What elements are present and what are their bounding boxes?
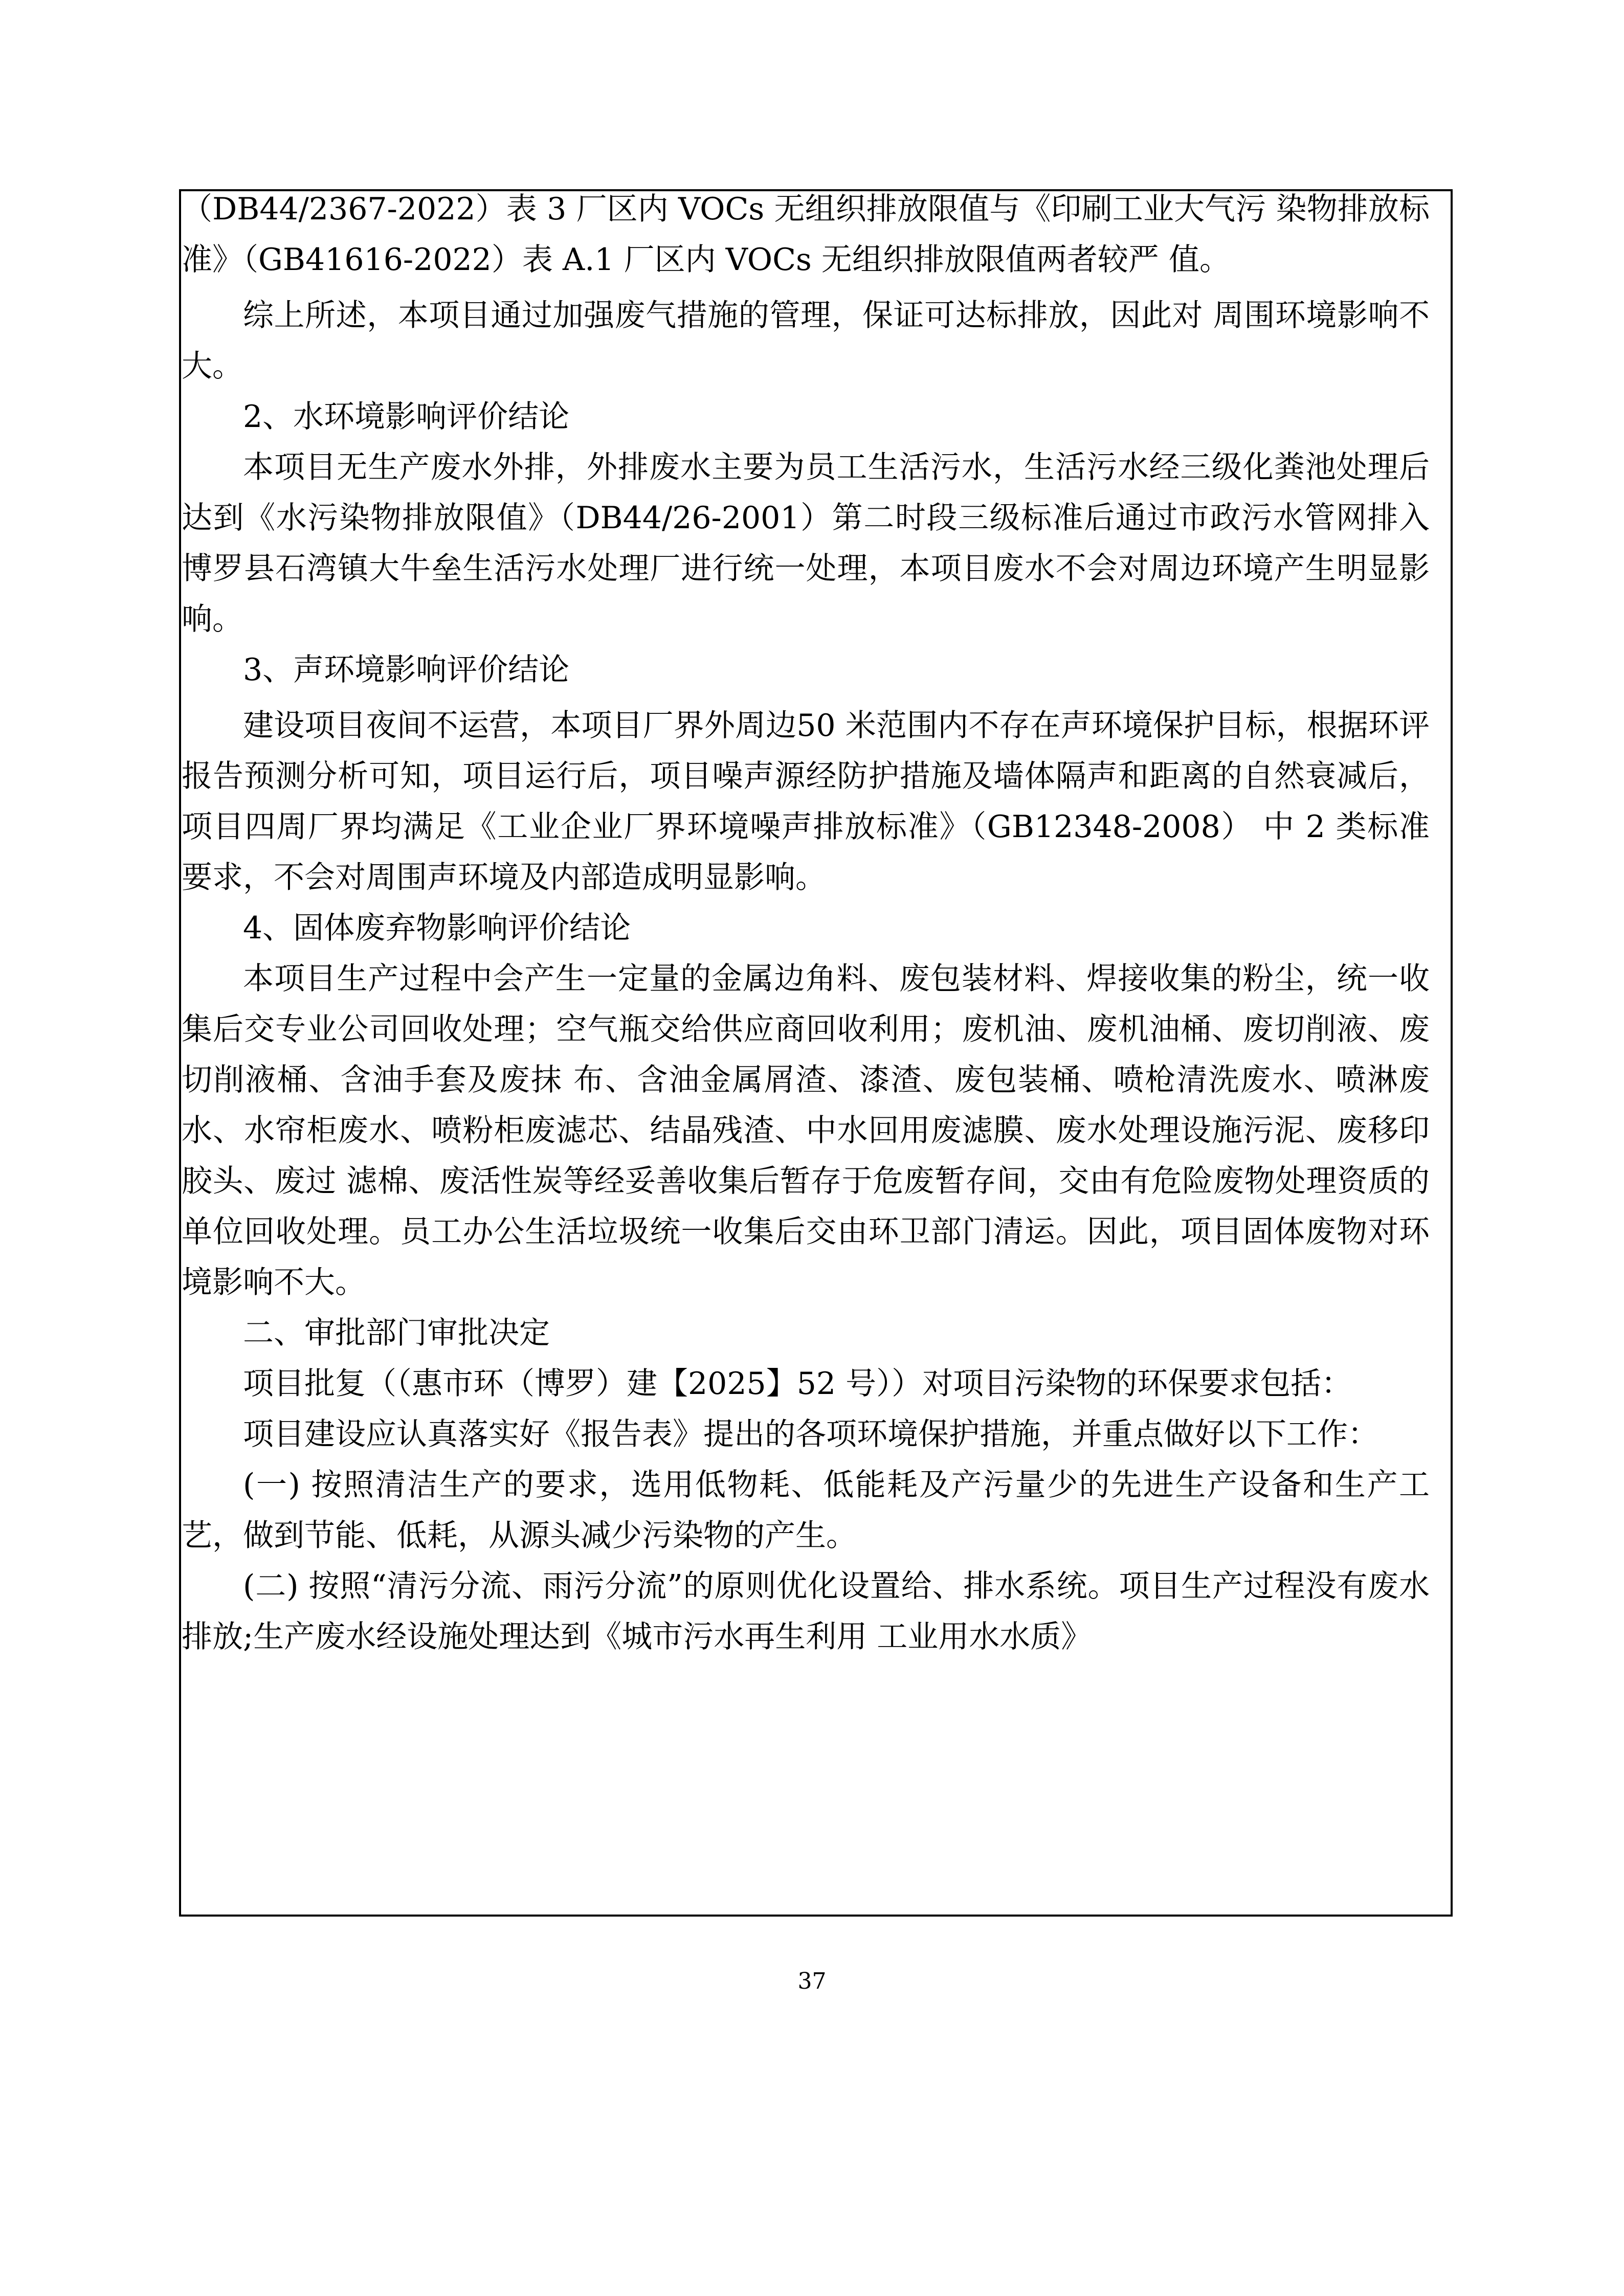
document-body: [182, 184, 1430, 1662]
paragraph-sound-environment: 建设项目夜间不运营，本项目厂界外周边50 米范围内不存在声环境保护目标，根据环评报告预测分析可知，项目运行后，项目噪声源经防护措施及墙体隔声和距离的自然衰减后，项目四周厂界均满足《工业企业厂界环境噪声排放标准》（GB12348-2008） 中 2 类标准要求，不会对周围声环境及内部造成明显影响。: [182, 708, 1430, 895]
paragraph-standards-continuation: （DB44/2367-2022）表 3 厂区内 VOCs 无组织排放限值与《印刷工业大气污 染物排放标准》（GB41616-2022）表 A.1 厂区内 VOCs 无组织排放限值两者较严 值。: [182, 191, 1430, 278]
heading-water-environment: 2、水环境影响评价结论: [243, 399, 570, 435]
paragraph-solid-waste: 本项目生产过程中会产生一定量的金属边角料、废包装材料、焊接收集的粉尘，统一收集后交专业公司回收处理；空气瓶交给供应商回收利用；废机油、废机油桶、废切削液、废切削液桶、含油手套及废抹 布、含油金属屑渣、漆渣、废包装桶、喷枪清洗废水、喷淋废水、水帘柜废水、喷粉柜废滤芯、结晶残渣、中水回用废滤膜、废水处理设施污泥、废移印胶头、废过 滤棉、废活性炭等经妥善收集后暂存于危废暂存间，交由有危险废物处理资质的单位回收处理。员工办公生活垃圾统一收集后交由环卫部门清运。因此，项目固体废物对环境影响不大。: [182, 961, 1430, 1300]
heading-solid-waste: 4、固体废弃物影响评价结论: [243, 910, 631, 946]
page-number: 37: [797, 1968, 827, 1994]
paragraph-item-two: (二) 按照“清污分流、雨污分流”的原则优化设置给、排水系统。项目生产过程没有废水排放;生产废水经设施处理达到《城市污水再生利用 工业用水水质》: [182, 1568, 1430, 1655]
paragraph-item-one: (一) 按照清洁生产的要求，选用低物耗、低能耗及产污量少的先进生产设备和生产工艺，做到节能、低耗，从源头减少污染物的产生。: [182, 1467, 1430, 1554]
heading-sound-environment: 3、声环境影响评价结论: [243, 652, 570, 688]
paragraph-approval-reference: 项目批复（（惠市环（博罗）建【2025】52 号））对项目污染物的环保要求包括：: [243, 1366, 1352, 1402]
paragraph-air-summary: 综上所述，本项目通过加强废气措施的管理，保证可达标排放，因此对 周围环境影响不大。: [182, 298, 1430, 384]
paragraph-approval-requirements: 项目建设应认真落实好《报告表》提出的各项环境保护措施，并重点做好以下工作：: [243, 1416, 1378, 1452]
paragraph-water-environment: 本项目无生产废水外排，外排废水主要为员工生活污水，生活污水经三级化粪池处理后达到《水污染物排放限值》（DB44/26-2001）第二时段三级标准后通过市政污水管网排入博罗县石湾镇大牛垒生活污水处理厂进行统一处理，本项目废水不会对周边环境产生明显影响。: [182, 449, 1430, 637]
heading-approval-decision: 二、审批部门审批决定: [243, 1315, 550, 1351]
